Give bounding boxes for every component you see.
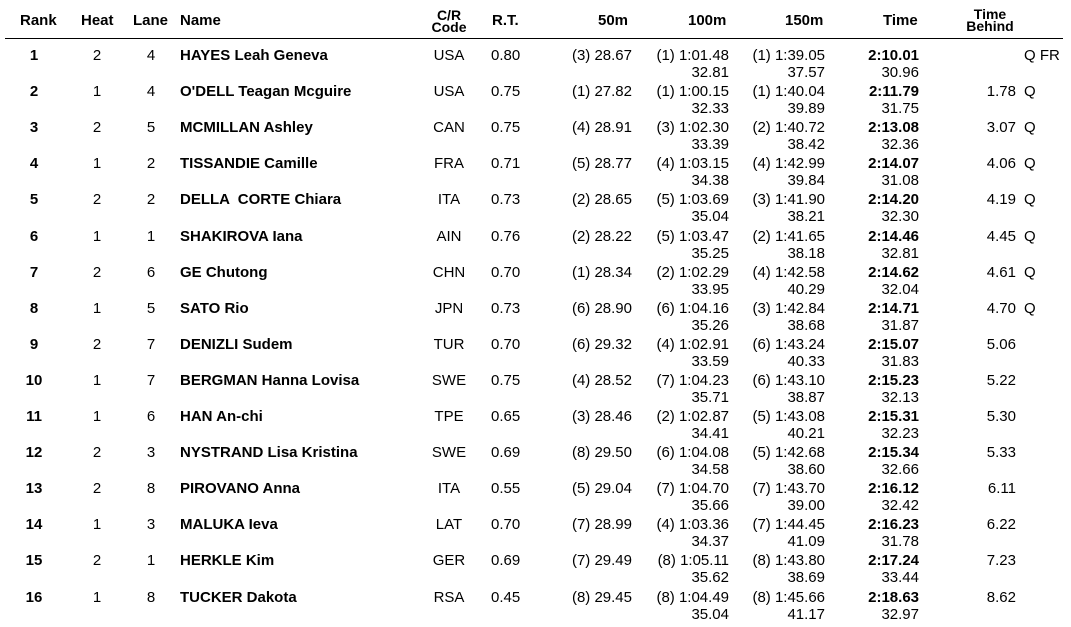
split-50m: (5) 29.04 (571, 480, 632, 498)
final-time: 2:11.79 (868, 83, 919, 101)
final-lap: 33.44 (881, 569, 919, 587)
split-100m-lap: 32.33 (691, 100, 729, 118)
split-150m-lap: 38.18 (787, 244, 825, 262)
final-lap: 31.08 (881, 172, 919, 190)
table-row (0, 119, 1071, 155)
qualification-mark: Q (1024, 299, 1036, 317)
country-code: ITA (437, 191, 461, 209)
split-50m: (8) 29.45 (571, 588, 632, 606)
split-50m: (1) 27.82 (571, 83, 632, 101)
split-50m: (5) 28.77 (571, 155, 632, 173)
table-row (0, 191, 1071, 227)
country-code: GER (432, 552, 466, 570)
table-row (0, 83, 1071, 119)
time-behind: 5.33 (986, 444, 1016, 462)
heat-cell: 1 (92, 227, 102, 245)
qualification-mark: Q (1024, 83, 1036, 101)
rank-cell: 7 (29, 263, 39, 281)
split-50m: (6) 28.90 (571, 299, 632, 317)
split-100m: (6) 1:04.16 (656, 299, 729, 317)
table-row (0, 264, 1071, 300)
country-code: FRA (434, 155, 464, 173)
split-100m: (4) 1:03.36 (656, 516, 729, 534)
qualification-mark: Q (1024, 155, 1036, 173)
header-time: Time (883, 12, 918, 29)
final-lap: 32.13 (881, 388, 919, 406)
qualification-mark: Q (1024, 119, 1036, 137)
split-150m-lap: 38.69 (787, 569, 825, 587)
time-behind: 1.78 (986, 83, 1016, 101)
rank-cell: 5 (29, 191, 39, 209)
table-row (0, 480, 1071, 516)
split-150m-lap: 40.29 (787, 280, 825, 298)
split-150m: (3) 1:41.90 (752, 191, 825, 209)
final-time: 2:15.31 (868, 408, 919, 425)
split-50m: (3) 28.46 (571, 408, 632, 425)
rank-cell: 8 (29, 299, 39, 317)
header-lane: Lane (133, 12, 169, 29)
heat-cell: 2 (92, 47, 102, 64)
split-100m: (7) 1:04.70 (656, 480, 729, 498)
final-lap: 32.66 (881, 461, 919, 479)
heat-cell: 1 (92, 516, 102, 534)
rank-cell: 10 (25, 371, 43, 389)
header-rt: R.T. (492, 12, 519, 29)
qualification-mark: Q (1024, 227, 1036, 245)
rank-cell: 9 (29, 335, 39, 353)
country-code: ITA (437, 480, 461, 498)
athlete-name: PIROVANO Anna (180, 480, 301, 498)
split-150m: (4) 1:42.58 (752, 263, 825, 281)
time-behind: 3.07 (986, 119, 1016, 137)
qualification-mark: Q FR (1024, 47, 1060, 64)
split-150m-lap: 38.60 (787, 461, 825, 479)
final-lap: 32.42 (881, 497, 919, 515)
results-header (0, 0, 1071, 40)
athlete-name: SATO Rio (180, 299, 249, 317)
lane-cell: 6 (146, 408, 156, 425)
header-time-behind (955, 8, 1025, 32)
final-lap: 31.78 (881, 533, 919, 551)
split-150m-lap: 39.00 (787, 497, 825, 515)
athlete-name: O'DELL Teagan Mcguire (180, 83, 352, 101)
header-heat: Heat (81, 12, 114, 29)
reaction-time: 0.73 (491, 299, 521, 317)
country-code: AIN (436, 227, 462, 245)
header-code (424, 9, 474, 33)
split-150m-lap: 38.42 (787, 136, 825, 154)
final-time: 2:15.23 (868, 371, 919, 389)
split-100m: (6) 1:04.08 (656, 444, 729, 462)
split-100m: (4) 1:02.91 (656, 335, 729, 353)
final-time: 2:15.34 (868, 444, 919, 462)
country-code: JPN (434, 299, 464, 317)
rank-cell: 6 (29, 227, 39, 245)
rank-cell: 13 (25, 480, 43, 498)
reaction-time: 0.71 (491, 155, 521, 173)
header-code-bottom: Code (431, 19, 467, 35)
lane-cell: 4 (146, 83, 156, 101)
split-100m-lap: 34.37 (691, 533, 729, 551)
split-100m-lap: 32.81 (691, 64, 729, 81)
athlete-name: HERKLE Kim (180, 552, 275, 570)
reaction-time: 0.75 (491, 371, 521, 389)
rank-cell: 15 (25, 552, 43, 570)
athlete-name: SHAKIROVA Iana (180, 227, 303, 245)
lane-cell: 8 (146, 588, 156, 606)
athlete-name: HAN An-chi (180, 408, 263, 425)
heat-cell: 1 (92, 155, 102, 173)
lane-cell: 7 (146, 371, 156, 389)
split-150m: (7) 1:43.70 (752, 480, 825, 498)
split-100m: (1) 1:01.48 (656, 47, 729, 64)
split-100m: (2) 1:02.29 (656, 263, 729, 281)
split-100m: (4) 1:03.15 (656, 155, 729, 173)
rank-cell: 11 (26, 408, 42, 425)
reaction-time: 0.76 (491, 227, 521, 245)
time-behind: 6.11 (987, 480, 1016, 498)
split-150m: (6) 1:43.24 (752, 335, 825, 353)
heat-cell: 1 (92, 371, 102, 389)
lane-cell: 1 (146, 552, 156, 570)
split-150m: (2) 1:40.72 (752, 119, 825, 137)
final-lap: 32.81 (881, 244, 919, 262)
reaction-time: 0.73 (491, 191, 521, 209)
athlete-name: BERGMAN Hanna Lovisa (180, 371, 360, 389)
heat-cell: 2 (92, 444, 102, 462)
split-100m: (5) 1:03.69 (656, 191, 729, 209)
athlete-name: DELLA CORTE Chiara (180, 191, 342, 209)
header-rank: Rank (20, 12, 57, 29)
split-150m: (8) 1:43.80 (752, 552, 825, 570)
final-lap: 32.30 (881, 208, 919, 226)
rank-cell: 14 (25, 516, 43, 534)
time-behind: 8.62 (986, 588, 1016, 606)
final-lap: 31.75 (881, 100, 919, 118)
athlete-name: MALUKA Ieva (180, 516, 278, 534)
heat-cell: 2 (92, 191, 102, 209)
country-code: TUR (433, 335, 465, 353)
split-150m: (1) 1:39.05 (752, 47, 825, 64)
split-150m-lap: 41.09 (787, 533, 825, 551)
final-time: 2:10.01 (868, 47, 919, 64)
lane-cell: 6 (146, 263, 156, 281)
lane-cell: 5 (146, 299, 156, 317)
header-time-behind-bottom: Behind (966, 18, 1014, 34)
heat-cell: 2 (92, 335, 102, 353)
split-150m-lap: 41.17 (787, 605, 825, 623)
table-row (0, 516, 1071, 552)
country-code: CHN (432, 263, 466, 281)
split-100m-lap: 35.25 (691, 244, 729, 262)
table-row (0, 336, 1071, 372)
split-150m: (6) 1:43.10 (752, 371, 825, 389)
lane-cell: 4 (146, 47, 156, 64)
time-behind: 4.61 (986, 263, 1016, 281)
split-50m: (1) 28.34 (571, 263, 632, 281)
time-behind: 4.45 (986, 227, 1016, 245)
athlete-name: MCMILLAN Ashley (180, 119, 313, 137)
reaction-time: 0.70 (491, 335, 521, 353)
split-150m: (2) 1:41.65 (752, 227, 825, 245)
time-behind: 4.19 (986, 191, 1016, 209)
table-row (0, 552, 1071, 588)
rank-cell: 16 (25, 588, 43, 606)
split-150m-lap: 39.89 (787, 100, 825, 118)
table-row (0, 444, 1071, 480)
rank-cell: 1 (29, 47, 39, 64)
reaction-time: 0.69 (491, 444, 521, 462)
athlete-name: NYSTRAND Lisa Kristina (180, 444, 358, 462)
split-50m: (2) 28.65 (571, 191, 632, 209)
country-code: SWE (431, 444, 467, 462)
split-100m: (2) 1:02.87 (656, 408, 729, 425)
time-behind: 7.23 (986, 552, 1016, 570)
final-time: 2:17.24 (868, 552, 919, 570)
split-100m-lap: 33.95 (691, 280, 729, 298)
split-150m-lap: 39.84 (787, 172, 825, 190)
final-lap: 32.04 (881, 280, 919, 298)
heat-cell: 2 (92, 263, 102, 281)
table-row (0, 589, 1071, 625)
reaction-time: 0.70 (491, 263, 521, 281)
split-150m: (4) 1:42.99 (752, 155, 825, 173)
athlete-name: HAYES Leah Geneva (180, 47, 328, 64)
final-lap: 31.83 (881, 352, 919, 370)
split-50m: (2) 28.22 (571, 227, 632, 245)
final-time: 2:18.63 (868, 588, 919, 606)
header-name: Name (180, 12, 221, 29)
heat-cell: 1 (92, 408, 102, 425)
final-lap: 32.97 (881, 605, 919, 623)
lane-cell: 2 (146, 155, 156, 173)
split-100m: (3) 1:02.30 (656, 119, 729, 137)
split-50m: (7) 28.99 (571, 516, 632, 534)
country-code: CAN (433, 119, 465, 137)
reaction-time: 0.75 (491, 119, 521, 137)
split-100m-lap: 35.66 (691, 497, 729, 515)
split-150m-lap: 38.87 (787, 388, 825, 406)
split-150m-lap: 38.68 (787, 316, 825, 334)
split-100m: (8) 1:04.49 (656, 588, 729, 606)
heat-cell: 1 (92, 299, 102, 317)
split-100m-lap: 34.41 (691, 425, 729, 442)
final-time: 2:14.62 (868, 263, 919, 281)
heat-cell: 1 (92, 83, 102, 101)
header-100m: 100m (688, 12, 727, 29)
split-100m-lap: 33.39 (691, 136, 729, 154)
country-code: USA (433, 47, 465, 64)
split-150m-lap: 38.21 (787, 208, 825, 226)
split-100m-lap: 35.04 (691, 605, 729, 623)
final-lap: 30.96 (881, 64, 919, 81)
country-code: SWE (431, 371, 467, 389)
reaction-time: 0.70 (491, 516, 521, 534)
split-100m-lap: 35.26 (691, 316, 729, 334)
split-100m: (1) 1:00.15 (656, 83, 729, 101)
rank-cell: 12 (25, 444, 43, 462)
qualification-mark: Q (1024, 263, 1036, 281)
final-time: 2:14.71 (868, 299, 919, 317)
final-time: 2:14.07 (868, 155, 919, 173)
country-code: LAT (435, 516, 463, 534)
athlete-name: DENIZLI Sudem (180, 335, 293, 353)
rank-cell: 3 (29, 119, 39, 137)
reaction-time: 0.65 (491, 408, 521, 425)
country-code: TPE (434, 408, 464, 425)
reaction-time: 0.55 (491, 480, 521, 498)
header-rule (5, 38, 1063, 39)
split-50m: (8) 29.50 (571, 444, 632, 462)
final-time: 2:16.12 (868, 480, 919, 498)
time-behind: 4.70 (986, 299, 1016, 317)
time-behind: 5.06 (986, 335, 1016, 353)
header-time-behind-top: Time (973, 6, 1007, 22)
table-row (0, 47, 1071, 83)
qualification-mark: Q (1024, 191, 1036, 209)
reaction-time: 0.45 (491, 588, 521, 606)
split-150m-lap: 40.33 (787, 352, 825, 370)
split-150m-lap: 40.21 (787, 425, 825, 442)
split-100m-lap: 34.38 (691, 172, 729, 190)
table-row (0, 372, 1071, 408)
final-time: 2:14.46 (868, 227, 919, 245)
athlete-name: TUCKER Dakota (180, 588, 297, 606)
final-time: 2:16.23 (868, 516, 919, 534)
heat-cell: 2 (92, 119, 102, 137)
reaction-time: 0.80 (491, 47, 521, 64)
split-150m: (3) 1:42.84 (752, 299, 825, 317)
lane-cell: 1 (146, 227, 156, 245)
split-150m: (1) 1:40.04 (752, 83, 825, 101)
final-time: 2:15.07 (868, 335, 919, 353)
table-row (0, 155, 1071, 191)
split-100m-lap: 35.04 (691, 208, 729, 226)
lane-cell: 5 (146, 119, 156, 137)
country-code: USA (433, 83, 465, 101)
heat-cell: 2 (92, 480, 102, 498)
split-100m: (7) 1:04.23 (656, 371, 729, 389)
table-row (0, 300, 1071, 336)
split-100m: (8) 1:05.11 (657, 552, 729, 570)
time-behind: 5.30 (986, 408, 1016, 425)
split-150m: (7) 1:44.45 (752, 516, 825, 534)
rank-cell: 4 (29, 155, 39, 173)
split-50m: (6) 29.32 (571, 335, 632, 353)
split-50m: (4) 28.52 (571, 371, 632, 389)
athlete-name: TISSANDIE Camille (180, 155, 318, 173)
reaction-time: 0.75 (491, 83, 521, 101)
lane-cell: 3 (146, 444, 156, 462)
split-100m-lap: 35.71 (691, 388, 729, 406)
time-behind: 5.22 (986, 371, 1016, 389)
split-150m-lap: 37.57 (787, 64, 825, 81)
lane-cell: 7 (146, 335, 156, 353)
split-150m: (8) 1:45.66 (752, 588, 825, 606)
header-150m: 150m (785, 12, 824, 29)
split-150m: (5) 1:42.68 (752, 444, 825, 462)
heat-cell: 1 (92, 588, 102, 606)
final-lap: 32.36 (881, 136, 919, 154)
final-time: 2:13.08 (868, 119, 919, 137)
split-150m: (5) 1:43.08 (752, 408, 825, 425)
final-time: 2:14.20 (868, 191, 919, 209)
final-lap: 31.87 (881, 316, 919, 334)
header-50m: 50m (598, 12, 629, 29)
split-100m: (5) 1:03.47 (656, 227, 729, 245)
athlete-name: GE Chutong (180, 263, 268, 281)
split-50m: (3) 28.67 (571, 47, 632, 64)
time-behind: 6.22 (986, 516, 1016, 534)
header-code-top: C/R (436, 7, 462, 23)
split-100m-lap: 33.59 (691, 352, 729, 370)
lane-cell: 2 (146, 191, 156, 209)
heat-cell: 2 (92, 552, 102, 570)
time-behind: 4.06 (986, 155, 1016, 173)
country-code: RSA (433, 588, 465, 606)
lane-cell: 3 (146, 516, 156, 534)
split-50m: (7) 29.49 (571, 552, 632, 570)
split-100m-lap: 35.62 (691, 569, 729, 587)
final-lap: 32.23 (881, 425, 919, 442)
lane-cell: 8 (146, 480, 156, 498)
split-50m: (4) 28.91 (571, 119, 632, 137)
reaction-time: 0.69 (491, 552, 521, 570)
table-row (0, 228, 1071, 264)
split-100m-lap: 34.58 (691, 461, 729, 479)
table-row (0, 408, 1071, 444)
rank-cell: 2 (29, 83, 39, 101)
